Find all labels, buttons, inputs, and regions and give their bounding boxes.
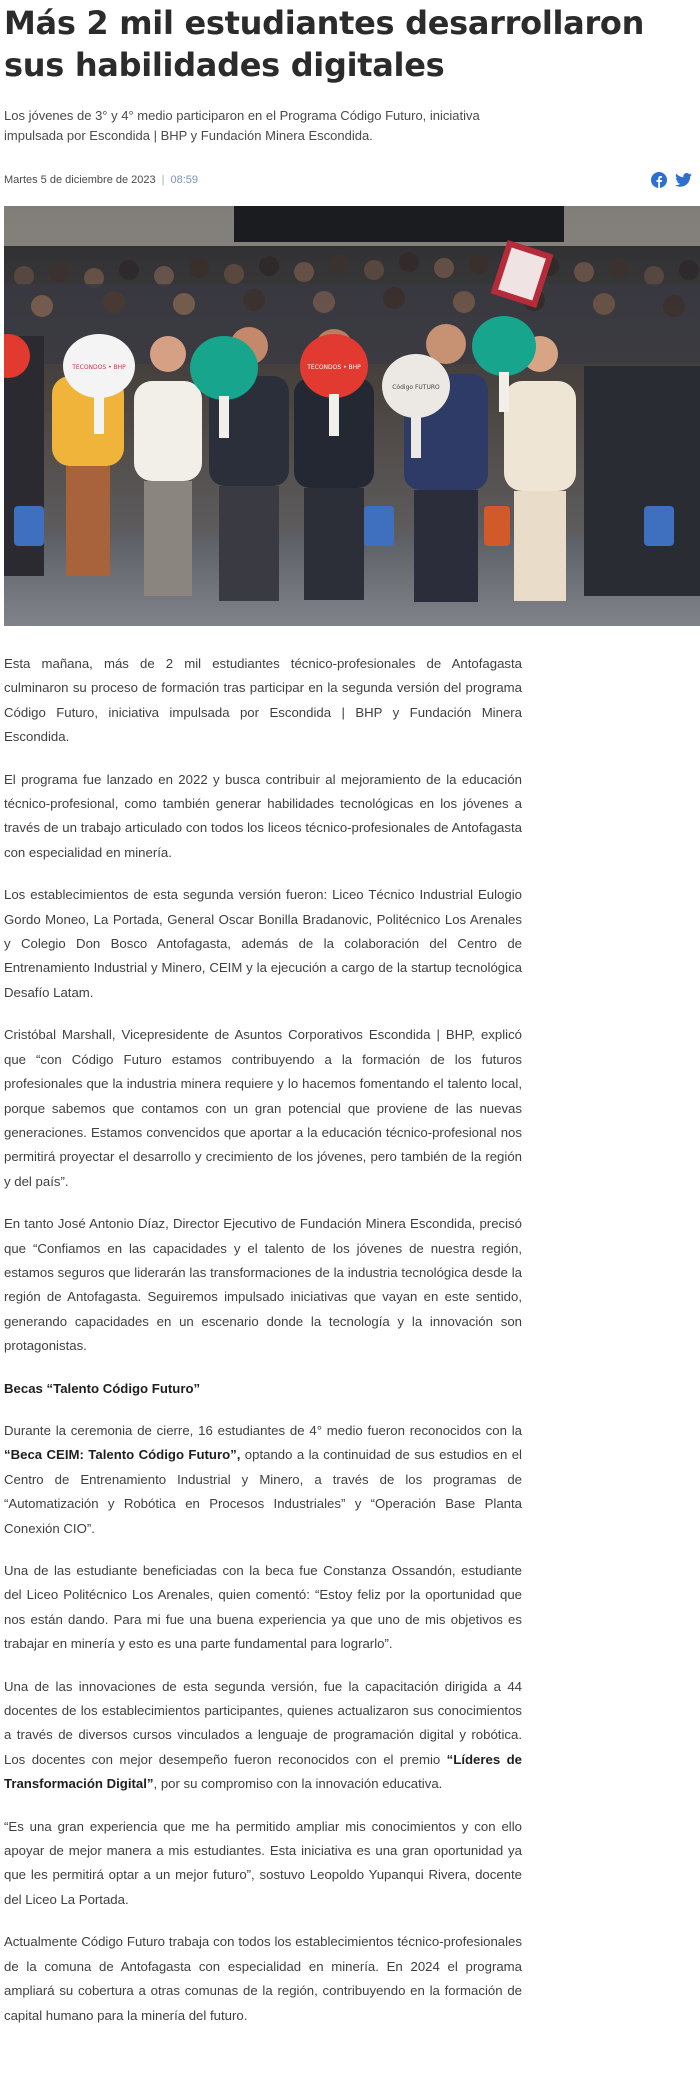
paragraph-1: Esta mañana, más de 2 mil estudiantes técnico-profesionales de Antofagasta culminaron su proceso de formación tras participar en la segunda versión del programa Código Futuro, iniciativa impulsada por Escondida | BHP y Fundación Minera Escondida. <box>4 656 522 745</box>
facebook-icon[interactable] <box>651 172 667 188</box>
share-buttons <box>651 172 692 188</box>
sign-3-label: Código FUTURO <box>392 384 440 391</box>
paragraph-6 <box>4 1419 522 1541</box>
beca-name: “Beca CEIM: Talento Código Futuro”, <box>4 1447 241 1463</box>
paragraph-8-text-a: Una de las innovaciones de esta segunda versión, fue la capacitación dirigida a 44 docentes de los establecimientos participantes, quienes actualizaron sus conocimientos a través de diversos cursos vinculados a lenguaje de programación digital y robótica. Los docentes con mejor desempeño fueron reconocidos con el premio <box>4 1678 522 1767</box>
paragraph-3: Los establecimientos de esta segunda versión fueron: Liceo Técnico Industrial Eulogio Gordo Moneo, La Portada, General Oscar Bonilla Bradanovic, Politécnico Los Arenales y Colegio Don Bosco Antofagasta, además de la colaboración del Centro de Entrenamiento Industrial y Minero, CEIM y la ejecución a cargo de la startup tecnológica Desafío Latam. <box>4 887 522 1000</box>
award-name: “Líderes de Transformación Digital” <box>4 1751 523 1792</box>
publish-time: 08:59 <box>170 173 199 186</box>
publish-date: Martes 5 de diciembre de 2023 <box>4 173 156 186</box>
article-title: Más 2 mil estudiantes desarrollaron sus habilidades digitales <box>4 4 645 84</box>
sign-1-label: TECONDOS • BHP <box>72 364 126 371</box>
article-meta <box>4 174 198 186</box>
meta-row <box>0 146 700 190</box>
paragraph-2: El programa fue lanzado en 2022 y busca contribuir al mejoramiento de la educación técnico-profesional, como también generar habilidades tecnológicas en los jóvenes a través de un trabajo articulado con todos los liceos técnico-profesionales de Antofagasta con especialidad en minería. <box>4 771 522 860</box>
sign-2-label: TECONDOS • BHP <box>307 364 361 371</box>
paragraph-9: “Es una gran experiencia que me ha permitido ampliar mis conocimientos y con ello apoyar de mejor manera a mis estudiantes. Esta iniciativa es una gran oportunidad ya que les permitirá optar a un mejor futuro”, sostuvo Leopoldo Yupanqui Rivera, docente del Liceo La Portada. <box>4 1818 522 1907</box>
paragraph-6-text-a: Durante la ceremonia de cierre, 16 estudiantes de 4° medio fueron reconocidos con la <box>4 1422 522 1438</box>
paragraph-7: Una de las estudiante beneficiadas con la beca fue Constanza Ossandón, estudiante del Liceo Politécnico Los Arenales, quien comentó: “Estoy feliz por la oportunidad que nos están dando. Para mi fue una buena experiencia ya que uno de mis objetivos es trabajar en minería y esto es una parte fundamental para lograrlo”. <box>4 1563 522 1652</box>
paragraph-4: Cristóbal Marshall, Vicepresidente de Asuntos Corporativos Escondida | BHP, explicó que “con Código Futuro estamos contribuyendo a la formación de los futuros profesionales que la industria minera requiere y lo hacemos fomentando el talento local, porque sabemos que contamos con un gran potencial que proviene de las nuevas generaciones. Estamos convencidos que aportar a la educación técnico-profesional nos permitirá proyectar el desarrollo y crecimiento de los jóvenes, pero también de la región y del país”. <box>4 1027 522 1189</box>
article-lead: Los jóvenes de 3° y 4° medio participaron en el Programa Código Futuro, iniciativa impulsada por Escondida | BHP y Fundación Minera Escondida. <box>4 108 480 143</box>
paragraph-8-text-c: , por su compromiso con la innovación educativa. <box>153 1776 443 1792</box>
paragraph-6-text-c: optando a la continuidad de sus estudios en el Centro de Entrenamiento Industrial y Minero, a través de los programas de “Automatización y Robótica en Procesos Industriales” y “Operación Base Planta Conexión CIO”. <box>4 1447 522 1536</box>
article-body <box>0 626 700 2028</box>
paragraph-10: Actualmente Código Futuro trabaja con todos los establecimientos técnico-profesionales de la comuna de Antofagasta con especialidad en minería. En 2024 el programa ampliará su cobertura a otras comunas de la región, contribuyendo en la formación de capital humano para la minería del futuro. <box>4 1934 522 2023</box>
section-heading: Becas “Talento Código Futuro” <box>4 1380 201 1396</box>
twitter-icon[interactable] <box>675 173 692 187</box>
paragraph-5: En tanto José Antonio Díaz, Director Ejecutivo de Fundación Minera Escondida, precisó que “Confiamos en las capacidades y el talento de los jóvenes de nuestra región, estamos seguros que liderarán las transformaciones de la industria tecnológica desde la región de Antofagasta. Seguiremos impulsado iniciativas que vayan en este sentido, generando capacidades en un escenario donde la tecnología y la innovación son protagonistas. <box>4 1216 522 1354</box>
meta-separator: | <box>161 173 165 186</box>
paragraph-8 <box>4 1675 522 1797</box>
hero-photo <box>4 206 700 626</box>
